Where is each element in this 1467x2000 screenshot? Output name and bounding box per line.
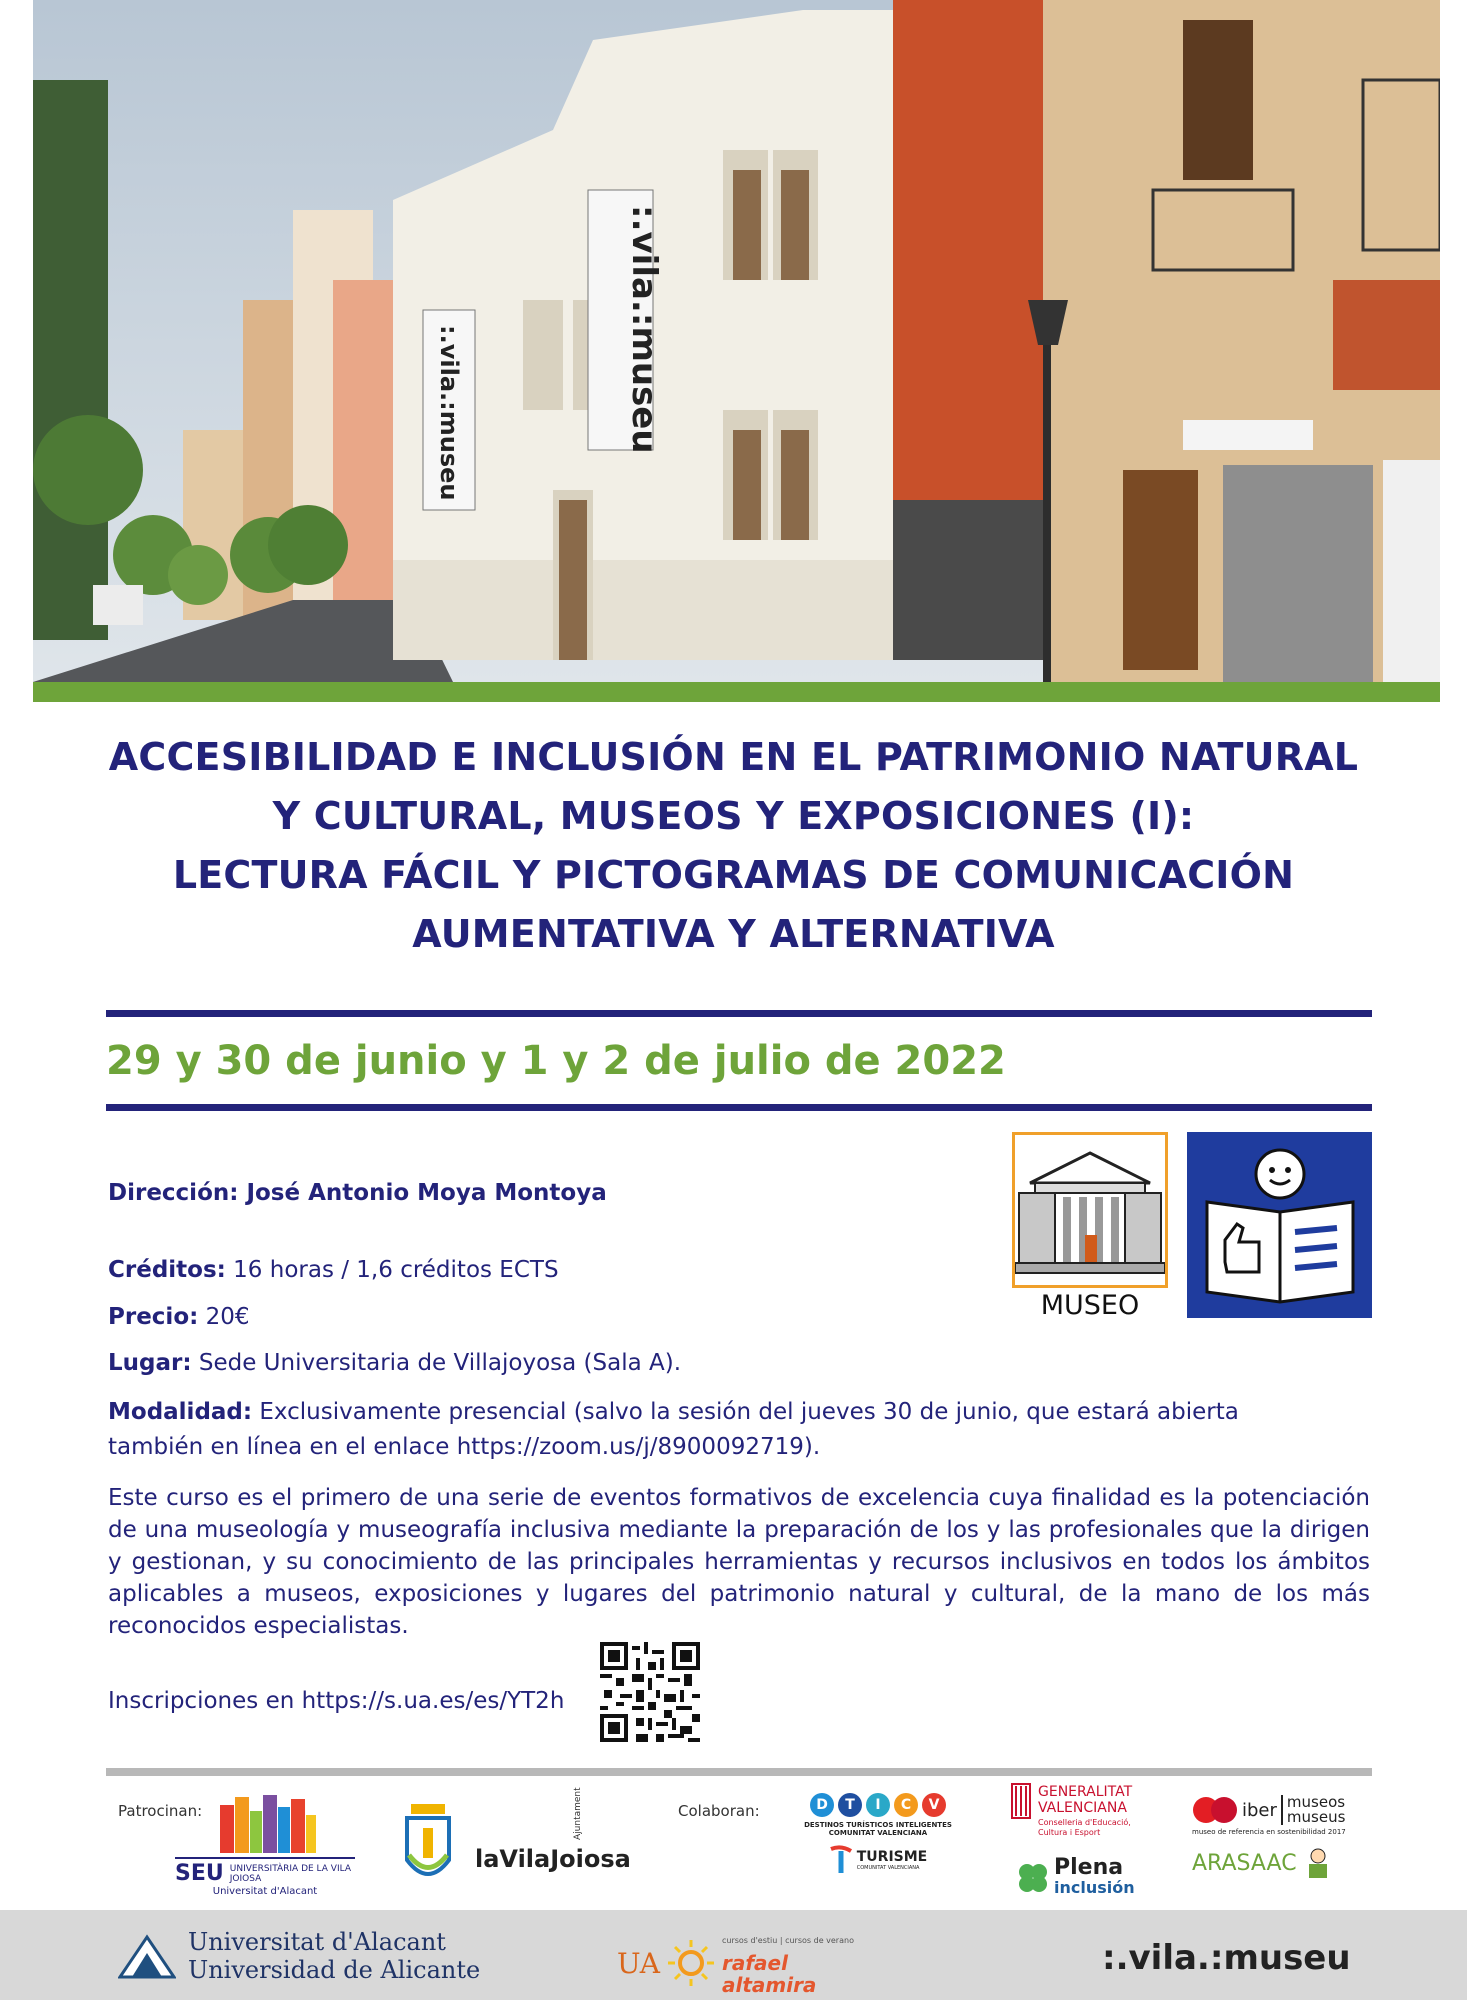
qr-code[interactable] <box>600 1642 700 1742</box>
iber-museos: museos <box>1286 1793 1346 1811</box>
seu-caption: Universitat d'Alacant <box>212 1886 318 1897</box>
gv-line-1: GENERALITAT <box>1038 1784 1133 1800</box>
precio-value: 20€ <box>198 1304 250 1330</box>
ua-short: UA <box>617 1946 660 1980</box>
altamira-small: cursos d'estiu | cursos de verano <box>721 1936 854 1945</box>
turisme-text: TURISME <box>856 1849 928 1865</box>
course-title <box>60 728 1407 964</box>
museo-pictogram <box>1012 1132 1168 1288</box>
plena-2: inclusión <box>1054 1878 1135 1897</box>
course-dates: 29 y 30 de junio y 1 y 2 de julio de 2022 <box>106 1038 1006 1084</box>
title-line-3: LECTURA FÁCIL Y PICTOGRAMAS DE COMUNICACIÓN <box>172 853 1295 897</box>
ua-logo <box>118 1928 480 1984</box>
museum-icon <box>1015 1135 1165 1285</box>
altamira-2: altamira <box>721 1973 817 1997</box>
altamira-logo <box>617 1930 854 1996</box>
precio <box>108 1304 250 1330</box>
green-band <box>33 682 1440 702</box>
hero-photo <box>33 0 1440 682</box>
gv-line-3: Conselleria d'Educació, <box>1038 1818 1131 1827</box>
dti-letter-t: T <box>838 1793 862 1817</box>
plena-inclusion-logo <box>1016 1855 1135 1898</box>
gv-line-2: VALENCIANA <box>1038 1800 1127 1816</box>
sun-icon <box>666 1938 716 1988</box>
iber-museus: museus <box>1286 1808 1346 1826</box>
vila-sub: Ajuntament <box>573 1787 583 1840</box>
sponsors-rule <box>106 1768 1372 1776</box>
creditos <box>108 1257 559 1283</box>
ua-mountain-icon <box>118 1931 176 1981</box>
dti-letter-c: C <box>894 1793 918 1817</box>
arasaac-figure-icon <box>1301 1846 1335 1880</box>
seu-logo <box>175 1793 355 1897</box>
iber-text: iber <box>1242 1799 1277 1821</box>
course-description: Este curso es el primero de una serie de eventos formativos de excelencia cuya finalidad es la potenciación de una museología y museografía inclusiva mediante la preparación de los y las profesionales que la dirigen y gestionan, y su conocimiento de las principales herramientas y recursos inclusivos en todos los ámbitos aplicables a museos, exposiciones y lugares del patrimonio natural y cultural, de la mano de los más reconocidos especialistas. <box>108 1485 1370 1639</box>
iber-circles-icon <box>1192 1795 1238 1825</box>
dti-letter-v: V <box>922 1793 946 1817</box>
villajoyosa-shield-icon <box>403 1800 453 1890</box>
top-rule <box>106 1010 1372 1017</box>
ua-line-2: Universidad de Alicante <box>188 1956 481 1984</box>
creditos-value: 16 horas / 1,6 créditos ECTS <box>225 1257 559 1283</box>
villajoyosa-logo <box>403 1787 631 1890</box>
dti-caption-2: COMUNITAT VALENCIANA <box>828 1829 928 1837</box>
easy-read-icon <box>1187 1132 1372 1318</box>
modalidad-value: Exclusivamente presencial (salvo la sesión del jueves 30 de junio, que estará abierta <box>252 1399 1239 1425</box>
vila-logo-text: laVilaJoiosa <box>475 1845 631 1873</box>
ua-line-1: Universitat d'Alacant <box>188 1928 446 1956</box>
dti-letter-i: I <box>866 1793 890 1817</box>
museo-label: MUSEO <box>1040 1290 1140 1321</box>
seu-sub: UNIVERSITÀRIA DE LA VILA JOIOSA <box>229 1863 351 1884</box>
lugar <box>108 1350 681 1376</box>
generalitat-logo <box>1010 1780 1160 1900</box>
modalidad <box>108 1399 1239 1425</box>
colaboran-label: Colaboran: <box>678 1802 760 1820</box>
patrocinan-label: Patrocinan: <box>118 1802 203 1820</box>
creditos-label: Créditos: <box>108 1257 226 1283</box>
dti-caption-1: DESTINOS TURÍSTICOS INTELIGENTES <box>804 1821 952 1829</box>
arasaac-text: ARASAAC <box>1192 1850 1297 1876</box>
dti-letter-d: D <box>810 1793 834 1817</box>
iber-logo <box>1192 1795 1382 1895</box>
inscripciones-link[interactable]: Inscripciones en https://s.ua.es/es/YT2h <box>108 1688 565 1714</box>
clover-icon <box>1016 1861 1050 1895</box>
iber-caption: museo de referencia en sostenibilidad 2017 <box>1192 1828 1346 1836</box>
title-line-2: Y CULTURAL, MUSEOS Y EXPOSICIONES (I): <box>272 794 1195 838</box>
plena-1: Plena <box>1054 1855 1124 1880</box>
lugar-label: Lugar: <box>108 1350 192 1376</box>
turisme-icon <box>829 1845 853 1875</box>
modalidad-label: Modalidad: <box>108 1399 253 1425</box>
banner-text-large: :.vila.:museu <box>624 205 664 454</box>
seu-text: SEU <box>175 1861 224 1886</box>
title-line-4: AUMENTATIVA Y ALTERNATIVA <box>412 912 1055 956</box>
generalitat-crest-icon <box>1010 1780 1032 1826</box>
precio-label: Precio: <box>108 1304 199 1330</box>
direccion: Dirección: José Antonio Moya Montoya <box>108 1180 607 1206</box>
easy-read-pictogram <box>1187 1132 1372 1318</box>
banner-text-small: :.vila.:museu <box>435 325 463 501</box>
title-line-1: ACCESIBILIDAD E INCLUSIÓN EN EL PATRIMONIO NATURAL <box>108 735 1359 779</box>
dti-logo <box>798 1793 958 1903</box>
vila-museu-logo: :.vila.:museu <box>1102 1938 1351 1978</box>
turisme-sub: COMUNITAT VALENCIANA <box>856 1865 920 1871</box>
modalidad-value-2: también en línea en el enlace https://zoom.us/j/8900092719). <box>108 1434 821 1460</box>
lugar-value: Sede Universitaria de Villajoyosa (Sala A). <box>191 1350 682 1376</box>
altamira-1: rafael <box>721 1951 788 1975</box>
gv-line-4: Cultura i Esport <box>1038 1828 1101 1837</box>
bottom-rule <box>106 1104 1372 1111</box>
